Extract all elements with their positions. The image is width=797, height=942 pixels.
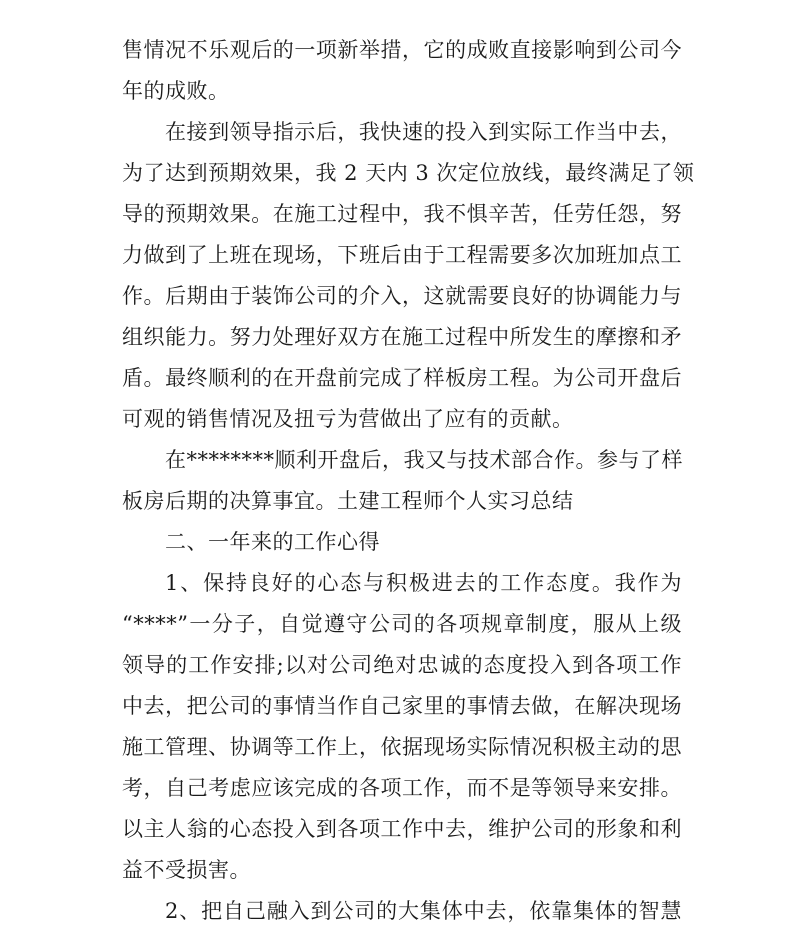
text-line: 中去，把公司的事情当作自己家里的事情去做，在解决现场 — [122, 694, 682, 718]
text-line: 考，自己考虑应该完成的各项工作，而不是等领导来安排。 — [122, 776, 682, 800]
text-line: 导的预期效果。在施工过程中，我不惧辛苦，任劳任怨，努 — [122, 202, 682, 226]
text-line: 力做到了上班在现场，下班后由于工程需要多次加班加点工 — [122, 243, 682, 267]
paragraph-first-line: 在********顺利开盘后，我又与技术部合作。参与了样 — [165, 448, 683, 472]
text-line: 售情况不乐观后的一项新举措，它的成败直接影响到公司今 — [122, 38, 682, 62]
text-line: 为了达到预期效果，我 2 天内 3 次定位放线，最终满足了领 — [122, 161, 695, 185]
text-line: 年的成败。 — [122, 79, 230, 103]
text-line: 盾。最终顺利的在开盘前完成了样板房工程。为公司开盘后 — [122, 366, 682, 390]
text-line: 板房后期的决算事宜。土建工程师个人实习总结 — [122, 489, 574, 513]
text-line: 可观的销售情况及扭亏为营做出了应有的贡献。 — [122, 407, 574, 431]
paragraph-first-line: 2、把自己融入到公司的大集体中去，依靠集体的智慧 — [165, 899, 682, 923]
text-line: “****”一分子，自觉遵守公司的各项规章制度，服从上级 — [122, 612, 682, 636]
text-line: 以主人翁的心态投入到各项工作中去，维护公司的形象和利 — [122, 817, 682, 841]
section-heading: 二、一年来的工作心得 — [165, 530, 380, 554]
text-line: 组织能力。努力处理好双方在施工过程中所发生的摩擦和矛 — [122, 325, 682, 349]
text-line: 作。后期由于装饰公司的介入，这就需要良好的协调能力与 — [122, 284, 682, 308]
text-line: 益不受损害。 — [122, 858, 251, 882]
paragraph-first-line: 在接到领导指示后，我快速的投入到实际工作当中去， — [165, 120, 682, 144]
text-line: 施工管理、协调等工作上，依据现场实际情况积极主动的思 — [122, 735, 682, 759]
text-line: 领导的工作安排;以对公司绝对忠诚的态度投入到各项工作 — [122, 653, 682, 677]
paragraph-first-line: 1、保持良好的心态与积极进去的工作态度。我作为 — [165, 571, 682, 595]
